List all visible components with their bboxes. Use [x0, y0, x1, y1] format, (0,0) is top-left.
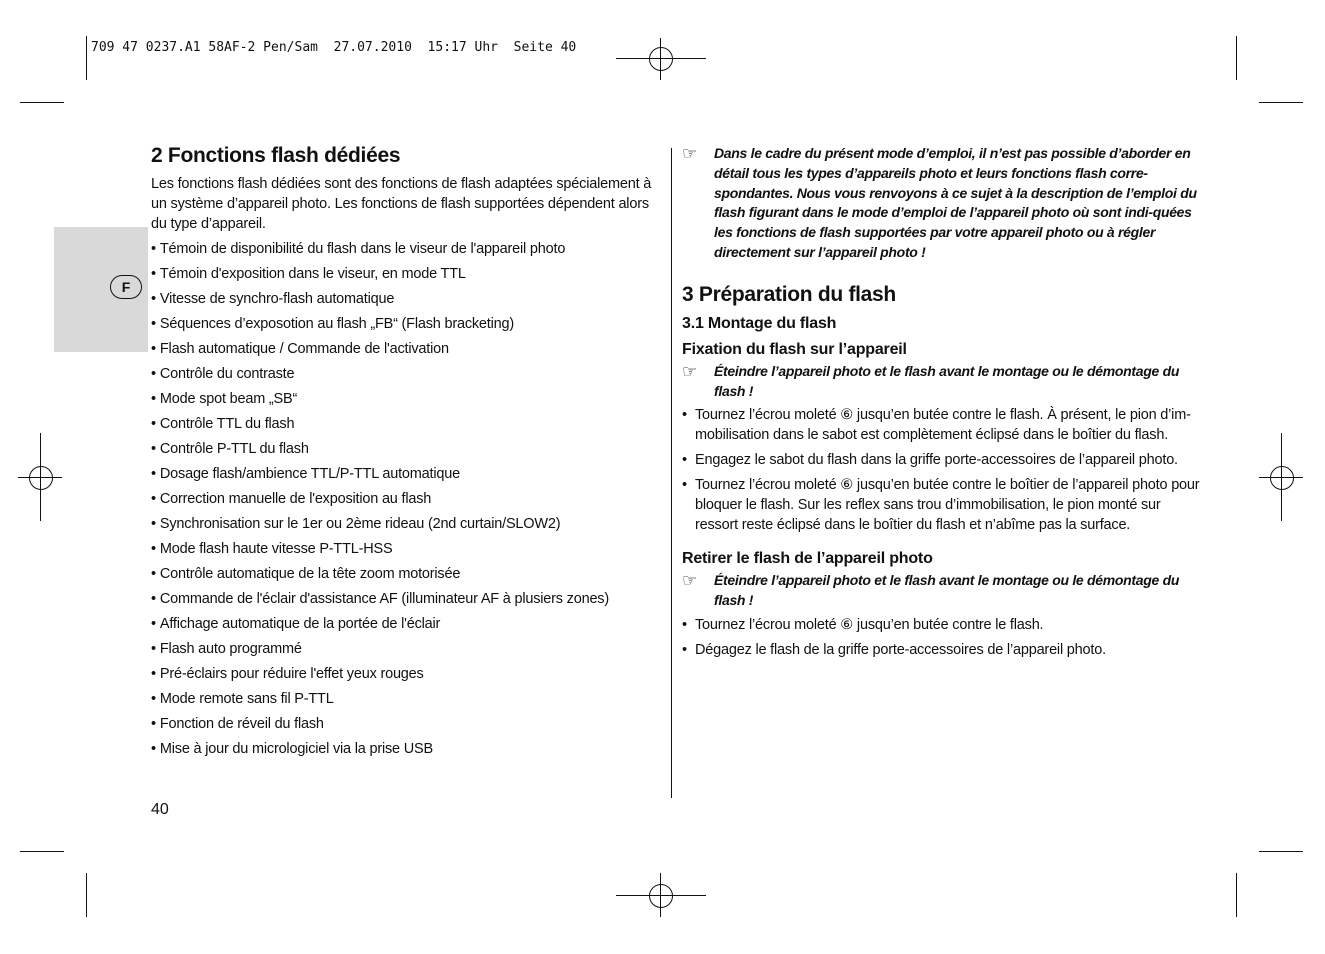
list-item: • Fonction de réveil du flash [151, 716, 324, 732]
column-divider [671, 148, 672, 798]
crop-mark-br-v [1236, 873, 1237, 917]
list-item: • Vitesse de synchro-flash automatique [151, 291, 395, 307]
list-item: • Tournez l’écrou moleté ⑥ jusqu’en butée contre le boîtier de l’appareil photo pour bloquer le flash. Sur les reflex sans trou d’immobilisation, le pion monté sur ressort reste éclipsé dans le boîtier du flash et n’abîme pas la surface. [682, 475, 1202, 535]
language-badge: F [110, 275, 142, 299]
intro-paragraph: Les fonctions flash dédiées sont des fonctions de flash adaptées spécialement à un système d’appareil photo. Les fonctions de flash supportées dépendent alors du type d’appareil. [151, 176, 652, 232]
note-box [682, 144, 1202, 263]
fixation-steps [682, 405, 1202, 535]
list-item: • Tournez l’écrou moleté ⑥ jusqu’en butée contre le flash. À présent, le pion d’im-mobilisation dans le sabot est complètement éclipsé dans le boîtier du flash. [682, 405, 1202, 445]
list-item: • Flash auto programmé [151, 641, 302, 657]
note-text: Éteindre l’appareil photo et le flash avant le montage ou le démontage du flash ! [714, 362, 1180, 399]
list-item: • Synchronisation sur le 1er ou 2ème rideau (2nd curtain/SLOW2) [151, 516, 561, 532]
list-item: • Mode spot beam „SB“ [151, 391, 298, 407]
list-item: • Contrôle du contraste [151, 366, 295, 382]
left-column [151, 144, 661, 762]
print-header: 709 47 0237.A1 58AF-2 Pen/Sam 27.07.2010 15:17 Uhr Seite 40 [91, 40, 577, 55]
pointing-hand-icon: ☞ [682, 144, 698, 163]
fixation-heading: Fixation du flash sur l’appareil [682, 340, 907, 358]
list-item: • Séquences d’exposotion au flash „FB“ (Flash bracketing) [151, 316, 514, 332]
crop-mark-bl-v [86, 873, 87, 917]
crop-mark-br-h [1259, 851, 1303, 852]
list-item: • Contrôle P-TTL du flash [151, 441, 309, 457]
list-item: • Mode remote sans fil P-TTL [151, 691, 334, 707]
list-item: • Correction manuelle de l'exposition au flash [151, 491, 432, 507]
list-item: • Contrôle TTL du flash [151, 416, 295, 432]
list-item: • Mise à jour du micrologiciel via la prise USB [151, 741, 433, 757]
list-item: • Flash automatique / Commande de l'activation [151, 341, 449, 357]
list-item: • Tournez l’écrou moleté ⑥ jusqu’en butée contre le flash. [682, 615, 1202, 635]
removal-heading: Retirer le flash de l’appareil photo [682, 550, 933, 568]
list-item: • Témoin d'exposition dans le viseur, en mode TTL [151, 266, 466, 282]
note-box [682, 571, 1202, 611]
removal-steps [682, 615, 1202, 660]
list-item: • Témoin de disponibilité du flash dans le viseur de l'appareil photo [151, 241, 566, 257]
section-heading: 2 Fonctions flash dédiées [151, 144, 401, 167]
crop-mark-bl-h [20, 851, 64, 852]
list-item: • Dosage flash/ambience TTL/P-TTL automatique [151, 466, 460, 482]
crop-mark-tl-v [86, 36, 87, 80]
list-item: • Commande de l'éclair d'assistance AF (illuminateur AF à plusiers zones) [151, 591, 609, 607]
note-text: Dans le cadre du présent mode d’emploi, il n’est pas possible d’aborder en détail tous les types d’appareils photo et leurs fonctions flash corre-spondantes. Nous vous renvoyons à ce sujet à la description de l’emploi du flash figurant dans le mode d’emploi de l’appareil photo où sont indi-quées les fonctions de flash supportées par votre appareil photo ou à régler directement sur l’appareil photo ! [714, 145, 1197, 260]
list-item: • Pré-éclairs pour réduire l'effet yeux rouges [151, 666, 424, 682]
list-item: • Mode flash haute vitesse P-TTL-HSS [151, 541, 393, 557]
page-number: 40 [151, 801, 169, 818]
crop-mark-tl-h [20, 102, 64, 103]
note-box [682, 362, 1202, 402]
feature-list [151, 237, 661, 762]
crop-mark-tr-v [1236, 36, 1237, 80]
list-item: • Contrôle automatique de la tête zoom motorisée [151, 566, 461, 582]
section-heading: 3 Préparation du flash [682, 282, 896, 306]
list-item: • Dégagez le flash de la griffe porte-accessoires de l’appareil photo. [682, 640, 1202, 660]
crop-mark-tr-h [1259, 102, 1303, 103]
pointing-hand-icon: ☞ [682, 571, 698, 591]
pointing-hand-icon: ☞ [682, 361, 698, 381]
list-item: • Affichage automatique de la portée de l'éclair [151, 616, 441, 632]
right-column [682, 144, 1202, 665]
subsection-heading: 3.1 Montage du flash [682, 314, 837, 332]
note-text: Éteindre l’appareil photo et le flash avant le montage ou le démontage du flash ! [714, 572, 1180, 609]
list-item: • Engagez le sabot du flash dans la griffe porte-accessoires de l’appareil photo. [682, 450, 1202, 470]
